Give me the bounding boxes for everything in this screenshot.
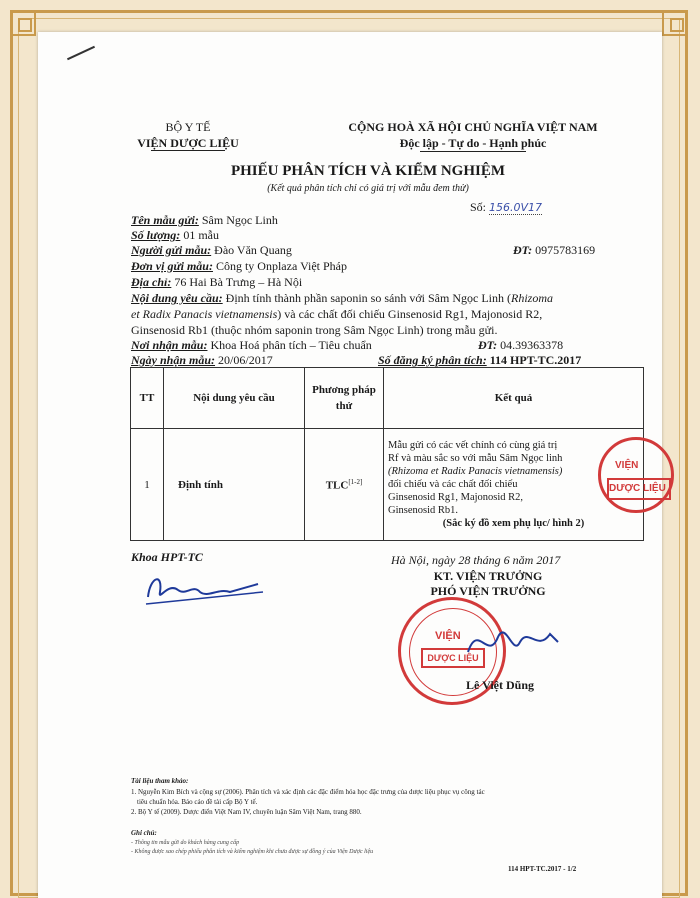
result-note: (Sắc ký đồ xem phụ lục/ hình 2) — [442, 518, 585, 529]
date-label: Ngày nhận mẫu: — [131, 353, 216, 367]
reference-1-line-1: 1. Nguyễn Kim Bích và cộng sự (2006). Phân tích và xác định các đặc điểm hóa học đặc trưng của dược liệu phục vụ công tác — [131, 788, 485, 796]
seal-text-top: VIỆN — [435, 630, 461, 642]
corner-ornament-top-right — [662, 10, 688, 36]
method-ref: [1-2] — [348, 477, 363, 486]
receiver-value: Khoa Hoá phân tích – Tiêu chuẩn — [210, 338, 372, 352]
table-header-row — [131, 368, 644, 429]
quantity-value: 01 mẫu — [183, 228, 219, 242]
reference-1-line-2: tiêu chuẩn hóa. Báo cáo đề tài cấp Bộ Y tế. — [137, 798, 258, 806]
receiver-phone-line — [478, 338, 563, 353]
request-text-2a: et Radix Panacis vietnamensis — [131, 307, 278, 321]
date-line — [131, 353, 273, 368]
request-text-1a: Định tính thành phần saponin so sánh với Sâm Ngọc Linh ( — [225, 291, 511, 305]
sender-line — [131, 243, 292, 258]
page-footer: 114 HPT-TC.2017 - 1/2 — [508, 865, 577, 873]
result-line-2: và màu sắc so với mẫu Sâm Ngọc linh — [401, 453, 563, 464]
references-title: Tài liệu tham khảo: — [131, 777, 189, 785]
institute-name: VIỆN DƯỢC LIỆU — [137, 136, 239, 150]
quantity-label: Số lượng: — [131, 228, 181, 242]
address-line — [131, 275, 302, 290]
request-line-3: Ginsenosid Rb1 (thuộc nhóm saponin trong Sâm Ngọc Linh) trong mẫu gửi. — [131, 323, 498, 337]
sender-value: Đào Văn Quang — [214, 243, 292, 257]
date-value: 20/06/2017 — [218, 353, 273, 367]
pen-mark — [67, 46, 95, 60]
request-line-2 — [131, 307, 542, 322]
place-date: Hà Nội, ngày 28 tháng 6 năm 2017 — [391, 553, 561, 567]
document-page — [38, 32, 666, 898]
note-2: - Không được sao chép phiếu phân tích và kiểm nghiệm khi chưa được sự đồng ý của Viện Dược liệu — [131, 849, 374, 855]
number-value: 156.0V17 — [489, 201, 543, 214]
quantity-line — [131, 228, 219, 243]
result-line-3-wrap: (Rhizoma et Radix Panacis vietnamensis) — [388, 466, 563, 477]
department-signature — [138, 562, 268, 612]
result-line-3: Rhizoma et Radix Panacis vietnamensis — [391, 466, 559, 477]
sample-name-value: Sâm Ngọc Linh — [201, 213, 278, 227]
receiver-line — [131, 338, 372, 353]
request-label: Nội dung yêu cầu: — [131, 291, 223, 305]
header-underline-left — [151, 150, 225, 151]
org-value: Công ty Onplaza Việt Pháp — [215, 259, 348, 273]
rf-symbol: Rf — [388, 453, 399, 464]
address-value: 76 Hai Bà Trưng – Hà Nội — [174, 275, 303, 289]
result-line-4: đối chiếu và các chất đối chiếu — [388, 479, 518, 490]
cell-content: Định tính — [164, 429, 305, 541]
document-subtitle: (Kết quả phân tích chỉ có giá trị với mẫu đem thử) — [267, 183, 469, 194]
results-table — [130, 367, 644, 541]
sender-phone-value: 0975783169 — [535, 243, 596, 257]
director-signature — [458, 612, 568, 672]
header-method: Phương pháp thử — [305, 368, 384, 429]
note-1: - Thông tin mẫu gửi do khách hàng cung cấp — [131, 840, 240, 846]
org-line — [131, 259, 347, 274]
sender-phone-line — [513, 243, 595, 258]
result-line-1: Mẫu gửi có các vết chính có cùng giá trị — [388, 440, 558, 451]
cell-method — [305, 429, 384, 541]
sender-phone-label: ĐT: — [513, 243, 533, 257]
seal-partial — [598, 437, 674, 513]
request-text-1b: Rhizoma — [511, 291, 553, 305]
header-content: Nội dung yêu cầu — [164, 368, 305, 429]
document-title: PHIẾU PHÂN TÍCH VÀ KIỂM NGHIỆM — [230, 163, 506, 179]
registration-value: 114 HPT-TC.2017 — [489, 353, 582, 367]
ministry-name: BỘ Y TẾ — [165, 120, 211, 134]
header-tt: TT — [131, 368, 164, 429]
national-motto: Độc lập - Tự do - Hạnh phúc — [399, 136, 547, 150]
receiver-label: Nơi nhận mẫu: — [131, 338, 208, 352]
number-label: Số: — [470, 200, 487, 214]
org-label: Đơn vị gửi mẫu: — [131, 259, 213, 273]
registration-label: Số đăng ký phân tích: — [378, 353, 487, 367]
registration-line — [378, 353, 581, 368]
sample-name-label: Tên mẫu gửi: — [131, 213, 199, 227]
reference-2: 2. Bộ Y tế (2009). Dược điển Việt Nam IV, chuyên luận Sâm Việt Nam, trang 880. — [131, 808, 362, 816]
receiver-phone-label: ĐT: — [478, 338, 498, 352]
corner-ornament-top-left — [10, 10, 36, 36]
seal-text-mid: DƯỢC LIỆU — [421, 648, 485, 668]
republic-name: CỘNG HOÀ XÃ HỘI CHỦ NGHĨA VIỆT NAM — [348, 120, 598, 134]
header-underline-right — [420, 151, 526, 152]
request-line-1 — [131, 291, 553, 306]
sender-label: Người gửi mẫu: — [131, 243, 212, 257]
cell-tt: 1 — [131, 429, 164, 541]
seal-partial-text-mid: DƯỢC LIỆU — [607, 478, 671, 500]
address-label: Địa chỉ: — [131, 275, 172, 289]
table-row — [131, 429, 644, 541]
seal-partial-text-top: VIỆN — [615, 460, 639, 471]
method-name: TLC — [325, 479, 349, 492]
signer-role-1: KT. VIỆN TRƯỞNG — [433, 569, 543, 583]
signer-role-2: PHÓ VIỆN TRƯỞNG — [430, 584, 546, 598]
receiver-phone-value: 04.39363378 — [500, 338, 564, 352]
document-number — [470, 200, 542, 215]
signer-name: Lê Việt Dũng — [466, 678, 535, 692]
request-text-2b: ) và các chất đối chiếu Ginsenosid Rg1, Majonosid R2, — [277, 307, 543, 321]
notes-title: Ghi chú: — [131, 829, 157, 837]
header-result: Kết quả — [384, 368, 644, 429]
sample-name-line — [131, 213, 278, 228]
result-line-5: Ginsenosid Rg1, Majonosid R2, — [388, 492, 524, 503]
result-line-6: Ginsenosid Rb1. — [388, 505, 459, 516]
department-label: Khoa HPT-TC — [131, 550, 203, 564]
